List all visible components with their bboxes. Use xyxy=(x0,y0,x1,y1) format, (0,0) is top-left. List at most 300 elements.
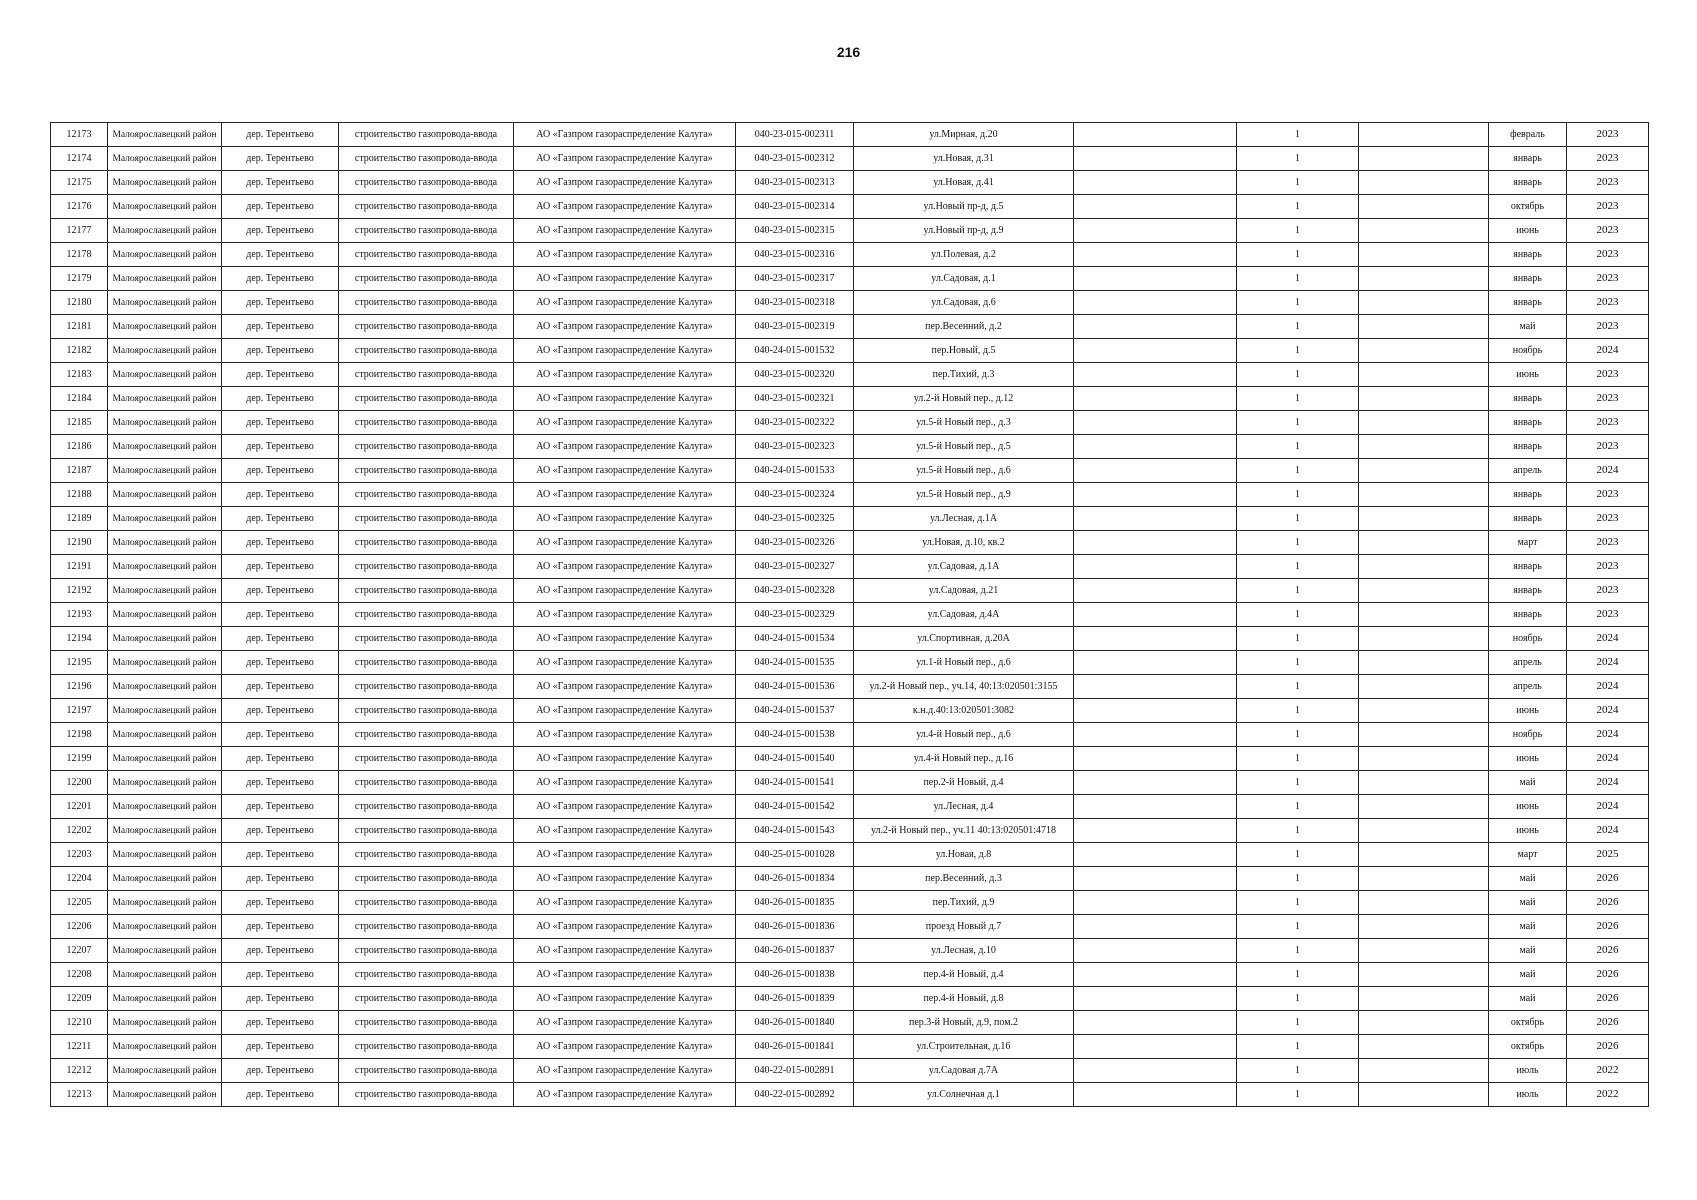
settlement-cell: дер. Терентьево xyxy=(222,411,339,435)
application-number-cell: 040-23-015-002328 xyxy=(736,579,854,603)
year-cell: 2022 xyxy=(1567,1083,1649,1107)
month-cell: май xyxy=(1489,315,1567,339)
settlement-cell: дер. Терентьево xyxy=(222,579,339,603)
table-row xyxy=(51,747,1649,771)
month-cell: июнь xyxy=(1489,795,1567,819)
month-cell: май xyxy=(1489,963,1567,987)
empty-cell xyxy=(1074,579,1237,603)
row-number-cell: 12207 xyxy=(51,939,108,963)
application-number-cell: 040-23-015-002321 xyxy=(736,387,854,411)
application-number-cell: 040-23-015-002329 xyxy=(736,603,854,627)
empty-cell xyxy=(1359,1059,1489,1083)
year-cell: 2023 xyxy=(1567,483,1649,507)
application-number-cell: 040-26-015-001834 xyxy=(736,867,854,891)
empty-cell xyxy=(1074,147,1237,171)
empty-cell xyxy=(1074,939,1237,963)
empty-cell xyxy=(1074,1083,1237,1107)
table-row xyxy=(51,723,1649,747)
year-cell: 2024 xyxy=(1567,651,1649,675)
quantity-cell: 1 xyxy=(1237,963,1359,987)
quantity-cell: 1 xyxy=(1237,123,1359,147)
quantity-cell: 1 xyxy=(1237,291,1359,315)
settlement-cell: дер. Терентьево xyxy=(222,243,339,267)
empty-cell xyxy=(1359,171,1489,195)
year-cell: 2023 xyxy=(1567,387,1649,411)
empty-cell xyxy=(1074,219,1237,243)
year-cell: 2023 xyxy=(1567,579,1649,603)
month-cell: апрель xyxy=(1489,651,1567,675)
work-type-cell: строительство газопровода-ввода xyxy=(339,315,514,339)
page-number: 216 xyxy=(836,44,861,60)
table-row xyxy=(51,867,1649,891)
year-cell: 2024 xyxy=(1567,675,1649,699)
month-cell: октябрь xyxy=(1489,1035,1567,1059)
district-cell: Малоярославецкий район xyxy=(108,267,222,291)
organization-cell: АО «Газпром газораспределение Калуга» xyxy=(514,1035,736,1059)
application-number-cell: 040-24-015-001537 xyxy=(736,699,854,723)
row-number-cell: 12188 xyxy=(51,483,108,507)
application-number-cell: 040-22-015-002892 xyxy=(736,1083,854,1107)
address-cell: к.н.д.40:13:020501:3082 xyxy=(854,699,1074,723)
month-cell: ноябрь xyxy=(1489,627,1567,651)
address-cell: ул.Садовая, д.21 xyxy=(854,579,1074,603)
organization-cell: АО «Газпром газораспределение Калуга» xyxy=(514,843,736,867)
settlement-cell: дер. Терентьево xyxy=(222,195,339,219)
month-cell: июнь xyxy=(1489,699,1567,723)
address-cell: ул.Садовая, д.1 xyxy=(854,267,1074,291)
district-cell: Малоярославецкий район xyxy=(108,579,222,603)
district-cell: Малоярославецкий район xyxy=(108,1035,222,1059)
year-cell: 2023 xyxy=(1567,555,1649,579)
organization-cell: АО «Газпром газораспределение Калуга» xyxy=(514,507,736,531)
empty-cell xyxy=(1359,747,1489,771)
table-row xyxy=(51,795,1649,819)
organization-cell: АО «Газпром газораспределение Калуга» xyxy=(514,531,736,555)
month-cell: январь xyxy=(1489,435,1567,459)
application-number-cell: 040-23-015-002325 xyxy=(736,507,854,531)
district-cell: Малоярославецкий район xyxy=(108,675,222,699)
empty-cell xyxy=(1074,411,1237,435)
work-type-cell: строительство газопровода-ввода xyxy=(339,243,514,267)
quantity-cell: 1 xyxy=(1237,531,1359,555)
row-number-cell: 12204 xyxy=(51,867,108,891)
empty-cell xyxy=(1074,987,1237,1011)
quantity-cell: 1 xyxy=(1237,507,1359,531)
month-cell: май xyxy=(1489,939,1567,963)
application-number-cell: 040-23-015-002327 xyxy=(736,555,854,579)
month-cell: январь xyxy=(1489,171,1567,195)
application-number-cell: 040-23-015-002318 xyxy=(736,291,854,315)
table-row xyxy=(51,483,1649,507)
district-cell: Малоярославецкий район xyxy=(108,363,222,387)
month-cell: январь xyxy=(1489,291,1567,315)
empty-cell xyxy=(1074,963,1237,987)
organization-cell: АО «Газпром газораспределение Калуга» xyxy=(514,291,736,315)
quantity-cell: 1 xyxy=(1237,555,1359,579)
address-cell: ул.Солнечная д.1 xyxy=(854,1083,1074,1107)
row-number-cell: 12211 xyxy=(51,1035,108,1059)
year-cell: 2023 xyxy=(1567,147,1649,171)
empty-cell xyxy=(1359,459,1489,483)
address-cell: ул.1-й Новый пер., д.6 xyxy=(854,651,1074,675)
month-cell: октябрь xyxy=(1489,1011,1567,1035)
registry-table xyxy=(50,122,1649,1107)
district-cell: Малоярославецкий район xyxy=(108,459,222,483)
empty-cell xyxy=(1359,531,1489,555)
settlement-cell: дер. Терентьево xyxy=(222,555,339,579)
row-number-cell: 12192 xyxy=(51,579,108,603)
quantity-cell: 1 xyxy=(1237,843,1359,867)
empty-cell xyxy=(1074,1035,1237,1059)
address-cell: пер.Новый, д.5 xyxy=(854,339,1074,363)
row-number-cell: 12178 xyxy=(51,243,108,267)
registry-body xyxy=(51,123,1649,1107)
application-number-cell: 040-23-015-002314 xyxy=(736,195,854,219)
row-number-cell: 12179 xyxy=(51,267,108,291)
address-cell: ул.Садовая, д.1А xyxy=(854,555,1074,579)
organization-cell: АО «Газпром газораспределение Калуга» xyxy=(514,363,736,387)
district-cell: Малоярославецкий район xyxy=(108,963,222,987)
empty-cell xyxy=(1359,987,1489,1011)
table-row xyxy=(51,291,1649,315)
quantity-cell: 1 xyxy=(1237,795,1359,819)
month-cell: май xyxy=(1489,987,1567,1011)
empty-cell xyxy=(1359,507,1489,531)
year-cell: 2023 xyxy=(1567,603,1649,627)
address-cell: ул.2-й Новый пер., д.12 xyxy=(854,387,1074,411)
district-cell: Малоярославецкий район xyxy=(108,843,222,867)
address-cell: ул.Новая, д.41 xyxy=(854,171,1074,195)
month-cell: май xyxy=(1489,891,1567,915)
district-cell: Малоярославецкий район xyxy=(108,699,222,723)
application-number-cell: 040-23-015-002311 xyxy=(736,123,854,147)
application-number-cell: 040-23-015-002317 xyxy=(736,267,854,291)
row-number-cell: 12174 xyxy=(51,147,108,171)
quantity-cell: 1 xyxy=(1237,1083,1359,1107)
work-type-cell: строительство газопровода-ввода xyxy=(339,747,514,771)
row-number-cell: 12187 xyxy=(51,459,108,483)
month-cell: июнь xyxy=(1489,363,1567,387)
address-cell: ул.Садовая, д.4А xyxy=(854,603,1074,627)
address-cell: пер.Весенний, д.3 xyxy=(854,867,1074,891)
address-cell: ул.Садовая д.7А xyxy=(854,1059,1074,1083)
organization-cell: АО «Газпром газораспределение Калуга» xyxy=(514,651,736,675)
row-number-cell: 12210 xyxy=(51,1011,108,1035)
quantity-cell: 1 xyxy=(1237,627,1359,651)
year-cell: 2024 xyxy=(1567,747,1649,771)
year-cell: 2024 xyxy=(1567,627,1649,651)
empty-cell xyxy=(1359,267,1489,291)
empty-cell xyxy=(1359,795,1489,819)
district-cell: Малоярославецкий район xyxy=(108,651,222,675)
application-number-cell: 040-24-015-001536 xyxy=(736,675,854,699)
organization-cell: АО «Газпром газораспределение Калуга» xyxy=(514,819,736,843)
year-cell: 2023 xyxy=(1567,531,1649,555)
organization-cell: АО «Газпром газораспределение Калуга» xyxy=(514,147,736,171)
application-number-cell: 040-23-015-002312 xyxy=(736,147,854,171)
district-cell: Малоярославецкий район xyxy=(108,891,222,915)
table-row xyxy=(51,243,1649,267)
district-cell: Малоярославецкий район xyxy=(108,939,222,963)
district-cell: Малоярославецкий район xyxy=(108,483,222,507)
year-cell: 2023 xyxy=(1567,363,1649,387)
address-cell: ул.2-й Новый пер., уч.14, 40:13:020501:3155 xyxy=(854,675,1074,699)
empty-cell xyxy=(1074,387,1237,411)
organization-cell: АО «Газпром газораспределение Калуга» xyxy=(514,483,736,507)
quantity-cell: 1 xyxy=(1237,459,1359,483)
row-number-cell: 12200 xyxy=(51,771,108,795)
address-cell: пер.Тихий, д.9 xyxy=(854,891,1074,915)
row-number-cell: 12183 xyxy=(51,363,108,387)
work-type-cell: строительство газопровода-ввода xyxy=(339,963,514,987)
year-cell: 2026 xyxy=(1567,915,1649,939)
month-cell: январь xyxy=(1489,267,1567,291)
settlement-cell: дер. Терентьево xyxy=(222,291,339,315)
row-number-cell: 12202 xyxy=(51,819,108,843)
empty-cell xyxy=(1359,627,1489,651)
settlement-cell: дер. Терентьево xyxy=(222,891,339,915)
settlement-cell: дер. Терентьево xyxy=(222,219,339,243)
address-cell: ул.Строительная, д.16 xyxy=(854,1035,1074,1059)
month-cell: февраль xyxy=(1489,123,1567,147)
table-row xyxy=(51,1083,1649,1107)
work-type-cell: строительство газопровода-ввода xyxy=(339,603,514,627)
application-number-cell: 040-24-015-001532 xyxy=(736,339,854,363)
work-type-cell: строительство газопровода-ввода xyxy=(339,435,514,459)
row-number-cell: 12208 xyxy=(51,963,108,987)
empty-cell xyxy=(1074,531,1237,555)
settlement-cell: дер. Терентьево xyxy=(222,987,339,1011)
district-cell: Малоярославецкий район xyxy=(108,915,222,939)
application-number-cell: 040-23-015-002324 xyxy=(736,483,854,507)
quantity-cell: 1 xyxy=(1237,771,1359,795)
table-row xyxy=(51,123,1649,147)
settlement-cell: дер. Терентьево xyxy=(222,603,339,627)
empty-cell xyxy=(1359,483,1489,507)
row-number-cell: 12194 xyxy=(51,627,108,651)
work-type-cell: строительство газопровода-ввода xyxy=(339,891,514,915)
address-cell: ул.Новая, д.8 xyxy=(854,843,1074,867)
quantity-cell: 1 xyxy=(1237,675,1359,699)
year-cell: 2026 xyxy=(1567,867,1649,891)
work-type-cell: строительство газопровода-ввода xyxy=(339,195,514,219)
row-number-cell: 12191 xyxy=(51,555,108,579)
settlement-cell: дер. Терентьево xyxy=(222,963,339,987)
organization-cell: АО «Газпром газораспределение Калуга» xyxy=(514,315,736,339)
empty-cell xyxy=(1074,195,1237,219)
empty-cell xyxy=(1074,507,1237,531)
table-row xyxy=(51,459,1649,483)
empty-cell xyxy=(1359,147,1489,171)
year-cell: 2023 xyxy=(1567,435,1649,459)
empty-cell xyxy=(1074,339,1237,363)
district-cell: Малоярославецкий район xyxy=(108,555,222,579)
table-row xyxy=(51,315,1649,339)
settlement-cell: дер. Терентьево xyxy=(222,819,339,843)
table-row xyxy=(51,555,1649,579)
empty-cell xyxy=(1359,1035,1489,1059)
empty-cell xyxy=(1359,963,1489,987)
settlement-cell: дер. Терентьево xyxy=(222,387,339,411)
empty-cell xyxy=(1359,1011,1489,1035)
month-cell: июнь xyxy=(1489,819,1567,843)
row-number-cell: 12186 xyxy=(51,435,108,459)
address-cell: проезд Новый д.7 xyxy=(854,915,1074,939)
month-cell: май xyxy=(1489,867,1567,891)
district-cell: Малоярославецкий район xyxy=(108,387,222,411)
empty-cell xyxy=(1074,867,1237,891)
quantity-cell: 1 xyxy=(1237,891,1359,915)
empty-cell xyxy=(1359,819,1489,843)
application-number-cell: 040-26-015-001835 xyxy=(736,891,854,915)
month-cell: январь xyxy=(1489,507,1567,531)
address-cell: ул.Садовая, д.6 xyxy=(854,291,1074,315)
district-cell: Малоярославецкий район xyxy=(108,339,222,363)
address-cell: ул.Новый пр-д, д.9 xyxy=(854,219,1074,243)
district-cell: Малоярославецкий район xyxy=(108,795,222,819)
month-cell: январь xyxy=(1489,603,1567,627)
year-cell: 2023 xyxy=(1567,507,1649,531)
application-number-cell: 040-24-015-001542 xyxy=(736,795,854,819)
organization-cell: АО «Газпром газораспределение Калуга» xyxy=(514,891,736,915)
district-cell: Малоярославецкий район xyxy=(108,987,222,1011)
table-row xyxy=(51,627,1649,651)
work-type-cell: строительство газопровода-ввода xyxy=(339,1083,514,1107)
district-cell: Малоярославецкий район xyxy=(108,171,222,195)
organization-cell: АО «Газпром газораспределение Калуга» xyxy=(514,723,736,747)
address-cell: пер.Весенний, д.2 xyxy=(854,315,1074,339)
empty-cell xyxy=(1074,651,1237,675)
work-type-cell: строительство газопровода-ввода xyxy=(339,939,514,963)
empty-cell xyxy=(1359,939,1489,963)
quantity-cell: 1 xyxy=(1237,243,1359,267)
quantity-cell: 1 xyxy=(1237,411,1359,435)
table-row xyxy=(51,699,1649,723)
empty-cell xyxy=(1074,627,1237,651)
application-number-cell: 040-26-015-001840 xyxy=(736,1011,854,1035)
organization-cell: АО «Газпром газораспределение Калуга» xyxy=(514,1011,736,1035)
month-cell: январь xyxy=(1489,579,1567,603)
empty-cell xyxy=(1359,339,1489,363)
work-type-cell: строительство газопровода-ввода xyxy=(339,675,514,699)
settlement-cell: дер. Терентьево xyxy=(222,843,339,867)
empty-cell xyxy=(1074,483,1237,507)
settlement-cell: дер. Терентьево xyxy=(222,435,339,459)
work-type-cell: строительство газопровода-ввода xyxy=(339,459,514,483)
empty-cell xyxy=(1074,267,1237,291)
quantity-cell: 1 xyxy=(1237,339,1359,363)
year-cell: 2024 xyxy=(1567,459,1649,483)
year-cell: 2023 xyxy=(1567,411,1649,435)
empty-cell xyxy=(1074,819,1237,843)
table-row xyxy=(51,1059,1649,1083)
application-number-cell: 040-25-015-001028 xyxy=(736,843,854,867)
empty-cell xyxy=(1359,123,1489,147)
row-number-cell: 12190 xyxy=(51,531,108,555)
quantity-cell: 1 xyxy=(1237,747,1359,771)
table-row xyxy=(51,891,1649,915)
work-type-cell: строительство газопровода-ввода xyxy=(339,819,514,843)
year-cell: 2026 xyxy=(1567,987,1649,1011)
quantity-cell: 1 xyxy=(1237,819,1359,843)
year-cell: 2023 xyxy=(1567,291,1649,315)
district-cell: Малоярославецкий район xyxy=(108,723,222,747)
address-cell: ул.5-й Новый пер., д.9 xyxy=(854,483,1074,507)
organization-cell: АО «Газпром газораспределение Калуга» xyxy=(514,771,736,795)
row-number-cell: 12180 xyxy=(51,291,108,315)
month-cell: июнь xyxy=(1489,219,1567,243)
year-cell: 2024 xyxy=(1567,819,1649,843)
organization-cell: АО «Газпром газораспределение Калуга» xyxy=(514,1083,736,1107)
district-cell: Малоярославецкий район xyxy=(108,819,222,843)
district-cell: Малоярославецкий район xyxy=(108,195,222,219)
month-cell: январь xyxy=(1489,411,1567,435)
table-row xyxy=(51,1011,1649,1035)
quantity-cell: 1 xyxy=(1237,1059,1359,1083)
work-type-cell: строительство газопровода-ввода xyxy=(339,339,514,363)
district-cell: Малоярославецкий район xyxy=(108,507,222,531)
row-number-cell: 12176 xyxy=(51,195,108,219)
year-cell: 2024 xyxy=(1567,795,1649,819)
work-type-cell: строительство газопровода-ввода xyxy=(339,771,514,795)
settlement-cell: дер. Терентьево xyxy=(222,627,339,651)
month-cell: январь xyxy=(1489,243,1567,267)
year-cell: 2024 xyxy=(1567,699,1649,723)
organization-cell: АО «Газпром газораспределение Калуга» xyxy=(514,675,736,699)
application-number-cell: 040-26-015-001836 xyxy=(736,915,854,939)
work-type-cell: строительство газопровода-ввода xyxy=(339,795,514,819)
table-row xyxy=(51,435,1649,459)
work-type-cell: строительство газопровода-ввода xyxy=(339,267,514,291)
empty-cell xyxy=(1359,891,1489,915)
district-cell: Малоярославецкий район xyxy=(108,123,222,147)
address-cell: ул.Новая, д.10, кв.2 xyxy=(854,531,1074,555)
quantity-cell: 1 xyxy=(1237,483,1359,507)
year-cell: 2023 xyxy=(1567,171,1649,195)
settlement-cell: дер. Терентьево xyxy=(222,915,339,939)
empty-cell xyxy=(1359,843,1489,867)
address-cell: пер.3-й Новый, д.9, пом.2 xyxy=(854,1011,1074,1035)
work-type-cell: строительство газопровода-ввода xyxy=(339,387,514,411)
address-cell: ул.Лесная, д.4 xyxy=(854,795,1074,819)
application-number-cell: 040-22-015-002891 xyxy=(736,1059,854,1083)
table-row xyxy=(51,387,1649,411)
year-cell: 2025 xyxy=(1567,843,1649,867)
settlement-cell: дер. Терентьево xyxy=(222,795,339,819)
month-cell: ноябрь xyxy=(1489,339,1567,363)
work-type-cell: строительство газопровода-ввода xyxy=(339,291,514,315)
work-type-cell: строительство газопровода-ввода xyxy=(339,843,514,867)
address-cell: ул.Полевая, д.2 xyxy=(854,243,1074,267)
work-type-cell: строительство газопровода-ввода xyxy=(339,699,514,723)
work-type-cell: строительство газопровода-ввода xyxy=(339,915,514,939)
empty-cell xyxy=(1074,723,1237,747)
row-number-cell: 12184 xyxy=(51,387,108,411)
empty-cell xyxy=(1074,891,1237,915)
row-number-cell: 12198 xyxy=(51,723,108,747)
organization-cell: АО «Газпром газораспределение Калуга» xyxy=(514,555,736,579)
table-row xyxy=(51,939,1649,963)
table-row xyxy=(51,963,1649,987)
organization-cell: АО «Газпром газораспределение Калуга» xyxy=(514,459,736,483)
organization-cell: АО «Газпром газораспределение Калуга» xyxy=(514,579,736,603)
year-cell: 2026 xyxy=(1567,891,1649,915)
month-cell: май xyxy=(1489,915,1567,939)
empty-cell xyxy=(1074,795,1237,819)
address-cell: ул.Новый пр-д, д.5 xyxy=(854,195,1074,219)
row-number-cell: 12189 xyxy=(51,507,108,531)
month-cell: январь xyxy=(1489,147,1567,171)
